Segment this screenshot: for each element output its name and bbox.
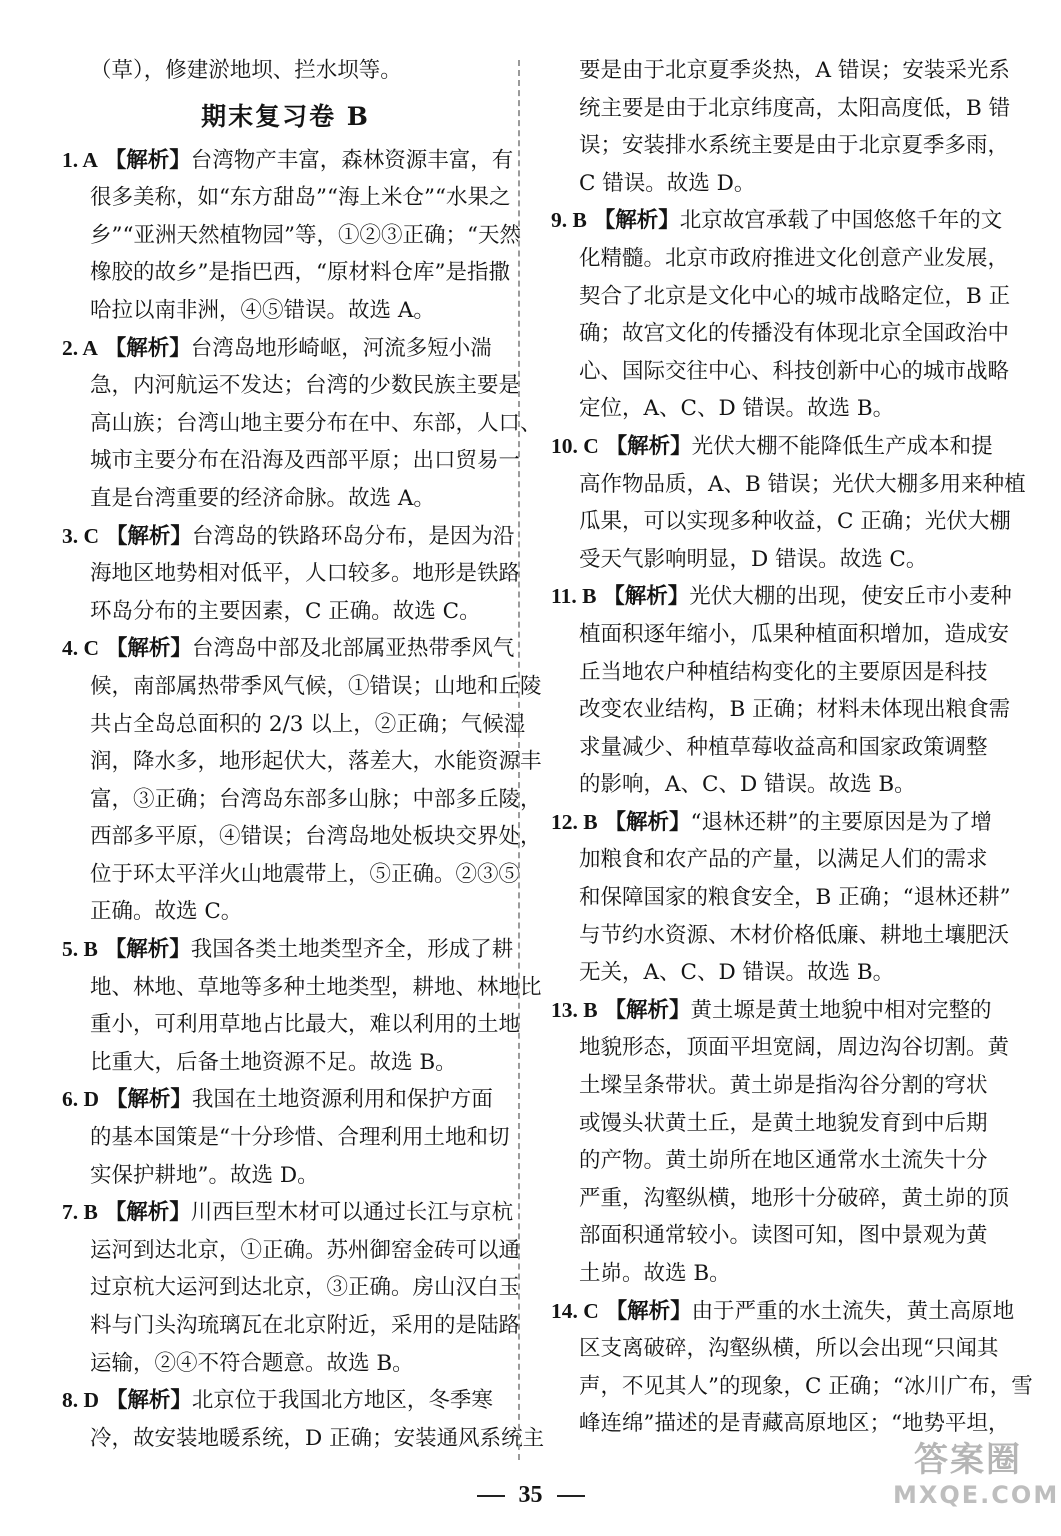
answer-text: 北京故宫承载了中国悠悠千年的文 [679,208,1003,234]
answer-number: 3. C [62,523,100,548]
answer-number: 14. C [551,1298,599,1323]
text-line: 城市主要分布在沿海及西部平原；出口贸易一 [90,448,521,474]
answer-item-head [551,992,998,1030]
answer-number: 11. B [551,584,597,609]
text-line: 很多美称，如“东方甜岛”“海上米仓”“水果之 [90,185,511,211]
analysis-tag: 【解析】 [604,997,691,1023]
answer-item-head [62,630,515,668]
answer-number: 5. B [62,937,98,962]
answer-number: 2. A [62,335,98,360]
analysis-tag: 【解析】 [603,584,690,610]
text-line: 统主要是由于北京纬度高，太阳高度低，B 错 [579,95,1011,121]
text-line: 求量减少、种植草莓收益高和国家政策调整 [579,734,988,760]
answer-text: 台湾岛地形崎岖，河流多短小湍 [190,335,492,361]
text-line: 的影响，A、C、D 错误。故选 B。 [579,772,916,798]
text-line: 运河到达北京，①正确。苏州御窑金砖可以通 [90,1237,521,1263]
text-line: 哈拉以南非洲，④⑤错误。故选 A。 [90,297,435,323]
analysis-tag: 【解析】 [605,433,692,459]
answer-text: 我国在土地资源利用和保护方面 [191,1087,493,1113]
text-line: 冷，故安装地暖系统，D 正确；安装通风系统主 [90,1425,545,1451]
text-line: 运输，②④不符合题意。故选 B。 [90,1350,414,1376]
text-line: 橡胶的故乡”是指巴西，“原材料仓库”是指撒 [90,260,510,286]
answer-number: 13. B [551,997,598,1022]
answer-text: 黄土塬是黄土地貌中相对完整的 [690,997,992,1023]
text-line: 乡”“亚洲天然植物园”等，①②③正确；“天然 [90,222,521,248]
text-line: 部面积通常较小。读图可知，图中景观为黄 [579,1223,988,1249]
text-line: 海地区地势相对低平，人口较多。地形是铁路 [90,561,521,587]
text-line: 候，南部属热带季风气候，①错误；山地和丘陵 [90,673,542,699]
answer-item-head [62,330,509,368]
answer-text: 北京位于我国北方地区，冬季寒 [191,1388,493,1414]
answer-number: 8. D [62,1388,100,1413]
analysis-tag: 【解析】 [104,937,191,963]
text-line: 契合了北京是文化中心的城市战略定位，B 正 [579,283,1011,309]
answer-item-head [62,142,514,180]
watermark-top-text: 答案圈 [914,1440,1022,1480]
text-line: 与节约水资源、木材价格低廉、耕地土壤肥沃 [579,922,1010,948]
text-line: 急，内河航运不发达；台湾的少数民族主要是 [90,373,521,399]
page-number: 35 [518,1482,543,1508]
answer-item-head [551,578,1012,616]
answer-item-head [551,1293,1015,1331]
answer-text: 光伏大棚的出现，使安丘市小麦种 [689,584,1012,610]
column-divider [518,60,520,1460]
text-line: 地貌形态，顶面平坦宽阔，周边沟谷切割。黄 [579,1035,1010,1061]
analysis-tag: 【解析】 [105,523,192,549]
answer-item-head [551,428,998,466]
text-line: 共占全岛总面积的 2/3 以上，②正确；气候湿 [90,711,526,737]
text-line: 富，③正确；台湾岛东部多山脉；中部多丘陵， [90,786,542,812]
text-line: 高作物品质，A、B 错误；光伏大棚多用来种植 [579,471,1026,497]
answer-text: 台湾岛中部及北部属亚热带季风气 [191,636,515,662]
text-line: 心、国际交往中心、科技创新中心的城市战略 [579,358,1010,384]
text-line: 实保护耕地”。故选 D。 [90,1162,319,1188]
text-line: 重小，可利用草地占比最大，难以利用的土地 [90,1012,521,1038]
text-line: 化精髓。北京市政府推进文化创意产业发展， [579,245,1010,271]
answer-item-head [62,1081,509,1119]
analysis-tag: 【解析】 [105,636,192,662]
text-line: 植面积逐年缩小，瓜果种植面积增加，造成安 [579,621,1010,647]
text-line: 区支离破碎，沟壑纵横，所以会出现“只闻其 [579,1336,999,1362]
text-line: 严重，沟壑纵横，地形十分破碎，黄土峁的顶 [579,1185,1010,1211]
text-line: 瓜果，可以实现多种收益，C 正确；光伏大棚 [579,509,1011,535]
answer-number: 12. B [551,809,598,834]
text-line: 声，不见其人”的现象，C 正确；“冰川广布，雪 [579,1373,1033,1399]
answer-item-head [62,1194,514,1232]
answer-number: 7. B [62,1200,98,1225]
text-line: 或馒头状黄土丘，是黄土地貌发育到中后期 [579,1110,988,1136]
footer-dash-right [557,1495,585,1497]
text-line: 比重大，后备土地资源不足。故选 B。 [90,1049,457,1075]
text-line: 和保障国家的粮食安全，B 正确；“退林还耕” [579,885,1011,911]
answer-text: 台湾物产丰富，森林资源丰富，有 [190,147,514,173]
text-line: 土墚呈条带状。黄土峁是指沟谷分割的穹状 [579,1073,988,1099]
answer-number: 9. B [551,208,587,233]
answer-text: “退林还耕”的主要原因是为了增 [690,809,992,835]
answer-number: 6. D [62,1087,100,1112]
analysis-tag: 【解析】 [105,1087,192,1113]
text-line: 正确。故选 C。 [90,899,243,925]
text-line: 过京杭大运河到达北京，③正确。房山汉白玉 [90,1275,521,1301]
text-line: 高山族；台湾山地主要分布在中、东部，人口、 [90,410,542,436]
text-line: 丘当地农户种植结构变化的主要原因是科技 [579,659,988,685]
watermark-logo [893,1440,1060,1522]
analysis-tag: 【解析】 [104,147,191,173]
analysis-tag: 【解析】 [104,1200,191,1226]
answer-text: 台湾岛的铁路环岛分布，是因为沿 [191,523,515,549]
answer-text: 由于严重的水土流失，黄土高原地 [691,1298,1015,1324]
answer-text: 我国各类土地类型齐全，形成了耕 [190,937,514,963]
analysis-tag: 【解析】 [104,335,191,361]
text-line: 峰连绵”描述的是青藏高原地区；“地势平坦， [579,1411,1010,1437]
analysis-tag: 【解析】 [605,1298,692,1324]
text-line: 位于环太平洋火山地震带上，⑤正确。②③⑤ [90,861,521,887]
left-column [62,52,545,1457]
answer-text: 川西巨型木材可以通过长江与京杭 [190,1200,514,1226]
text-line: 误；安装排水系统主要是由于北京夏季多雨， [579,133,1010,159]
text-line: 料与门头沟琉璃瓦在北京附近，采用的是陆路 [90,1313,521,1338]
right-column [551,52,1033,1443]
text-line: 的基本国策是“十分珍惜、合理利用土地和切 [90,1125,510,1151]
section-title: 期末复习卷 B [201,101,370,131]
text-line: 地、林地、草地等多种土地类型，耕地、林地比 [90,974,542,1000]
analysis-tag: 【解析】 [105,1388,192,1414]
answer-number: 4. C [62,636,100,661]
text-line: 的产物。黄土峁所在地区通常水土流失十分 [579,1148,988,1174]
answer-item-head [62,1382,509,1420]
footer-dash-left [477,1495,505,1497]
watermark-bottom-text: MXQE.COM [893,1481,1060,1509]
text-line: 加粮食和农产品的产量，以满足人们的需求 [579,847,988,873]
answer-number: 1. A [62,147,98,172]
text-line: 受天气影响明显，D 错误。故选 C。 [579,546,928,572]
text-line: 确；故宫文化的传播没有体现北京全国政治中 [579,321,1010,347]
text-line: 无关，A、C、D 错误。故选 B。 [579,960,895,986]
text-line: （草），修建淤地坝、拦水坝等。 [90,58,402,83]
text-line: 西部多平原，④错误；台湾岛地处板块交界处， [90,824,542,850]
analysis-tag: 【解析】 [593,208,680,234]
analysis-tag: 【解析】 [604,809,691,835]
answer-item-head [551,202,1003,240]
text-line: 直是台湾重要的经济命脉。故选 A。 [90,485,435,511]
text-line: 改变农业结构，B 正确；材料未体现出粮食需 [579,697,1011,723]
answer-number: 10. C [551,433,599,458]
text-line: 要是由于北京夏季炎热，A 错误；安装采光系 [579,58,1010,83]
text-line: 土峁。故选 B。 [579,1261,731,1286]
answer-item-head [62,518,515,556]
answer-text: 光伏大棚不能降低生产成本和提 [691,433,993,459]
text-line: 环岛分布的主要因素，C 正确。故选 C。 [90,598,481,624]
answer-item-head [551,804,998,842]
text-line: C 错误。故选 D。 [579,170,756,196]
answer-item-head [62,931,514,969]
text-line: 定位，A、C、D 错误。故选 B。 [579,396,895,422]
text-line: 润，降水多，地形起伏大，落差大，水能资源丰 [90,749,542,775]
